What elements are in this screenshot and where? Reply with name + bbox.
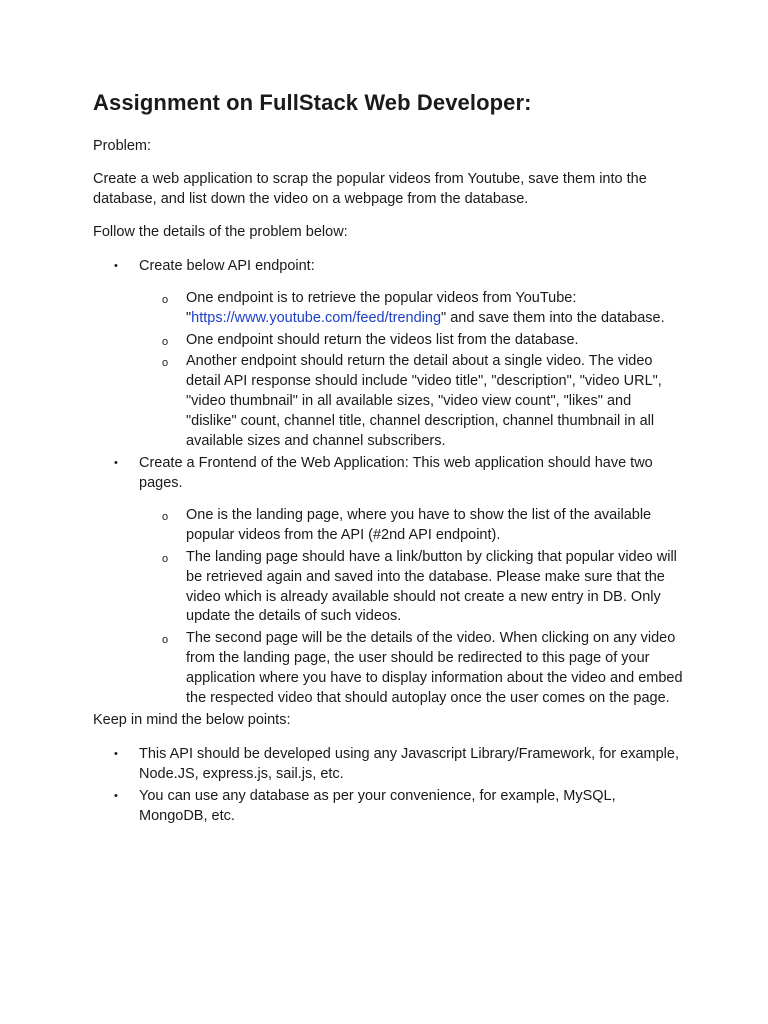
list-item (93, 786, 684, 826)
bullet-icon: • (114, 790, 118, 803)
point-text: This API should be developed using any Javascript Library/Framework, for example, Node.JS, express.js, sail.js, etc. (139, 746, 679, 783)
sub-bullet-icon: o (162, 511, 169, 524)
sub-bullet-icon: o (162, 357, 169, 370)
section2-bullet-item (93, 453, 684, 708)
item-text-before: One endpoint is to retrieve the popular videos from YouTube: " (186, 290, 577, 326)
item-text: Another endpoint should return the detail about a single video. The video detail API response should include "video title", "description", "video URL", "video thumbnail" in all available sizes, "video view count", "likes" and "dislike" count, channel title, channel description, channel thumbnail in all available sizes and channel subscribers. (186, 353, 662, 449)
item-text-after: " and save them into the database. (441, 309, 665, 326)
list-item (139, 506, 684, 546)
point-text: You can use any database as per your convenience, for example, MySQL, MongoDB, etc. (139, 788, 616, 825)
list-item (93, 744, 684, 784)
list-item (139, 629, 684, 708)
sub-bullet-icon: o (162, 335, 169, 348)
sub-bullet-icon: o (162, 634, 169, 647)
problem-text: Create a web application to scrap the popular videos from Youtube, save them into the database, and list down the video on a webpage from the database. (93, 171, 647, 207)
bullet-icon: • (114, 457, 118, 470)
section2-heading: Create a Frontend of the Web Application: This web application should have two pages. (139, 455, 653, 492)
sub-bullet-icon: o (162, 294, 169, 306)
item-text: One endpoint should return the videos list from the database. (186, 331, 579, 348)
list-item (139, 289, 684, 329)
sub-bullet-icon: o (162, 552, 169, 565)
keep-in-mind-text: Keep in mind the below points: (93, 712, 291, 729)
follow-text: Follow the details of the problem below: (93, 224, 348, 240)
bullet-icon: • (114, 748, 118, 761)
bullet-icon: • (114, 260, 118, 272)
section1-heading: Create below API endpoint: (139, 258, 315, 274)
youtube-trending-link[interactable]: https://www.youtube.com/feed/trending (191, 309, 442, 326)
document-title: Assignment on FullStack Web Developer: (93, 90, 532, 115)
section2-sublist (139, 506, 684, 708)
item-text: One is the landing page, where you have to show the list of the available popular videos from the API (#2nd API endpoint). (186, 507, 652, 544)
section1-sublist (139, 289, 684, 451)
list-item (139, 548, 684, 627)
list-item (139, 352, 684, 451)
section2-list (93, 453, 684, 708)
problem-label: Problem: (93, 138, 152, 154)
section1-list (93, 256, 684, 451)
item-text: The landing page should have a link/button by clicking that popular video will be retrieved again and saved into the database. Please make sure that the video which is already available should not create a new entry in DB. Only update the details of such videos. (186, 548, 677, 625)
list-item (139, 331, 684, 351)
item-text: The second page will be the details of the video. When clicking on any video from the landing page, the user should be redirected to this page of your application where you have to display information about the video and embed the respected video that should autoplay once the user comes on the page. (186, 630, 683, 706)
section1-bullet-item (93, 256, 684, 451)
points-list (93, 744, 684, 826)
